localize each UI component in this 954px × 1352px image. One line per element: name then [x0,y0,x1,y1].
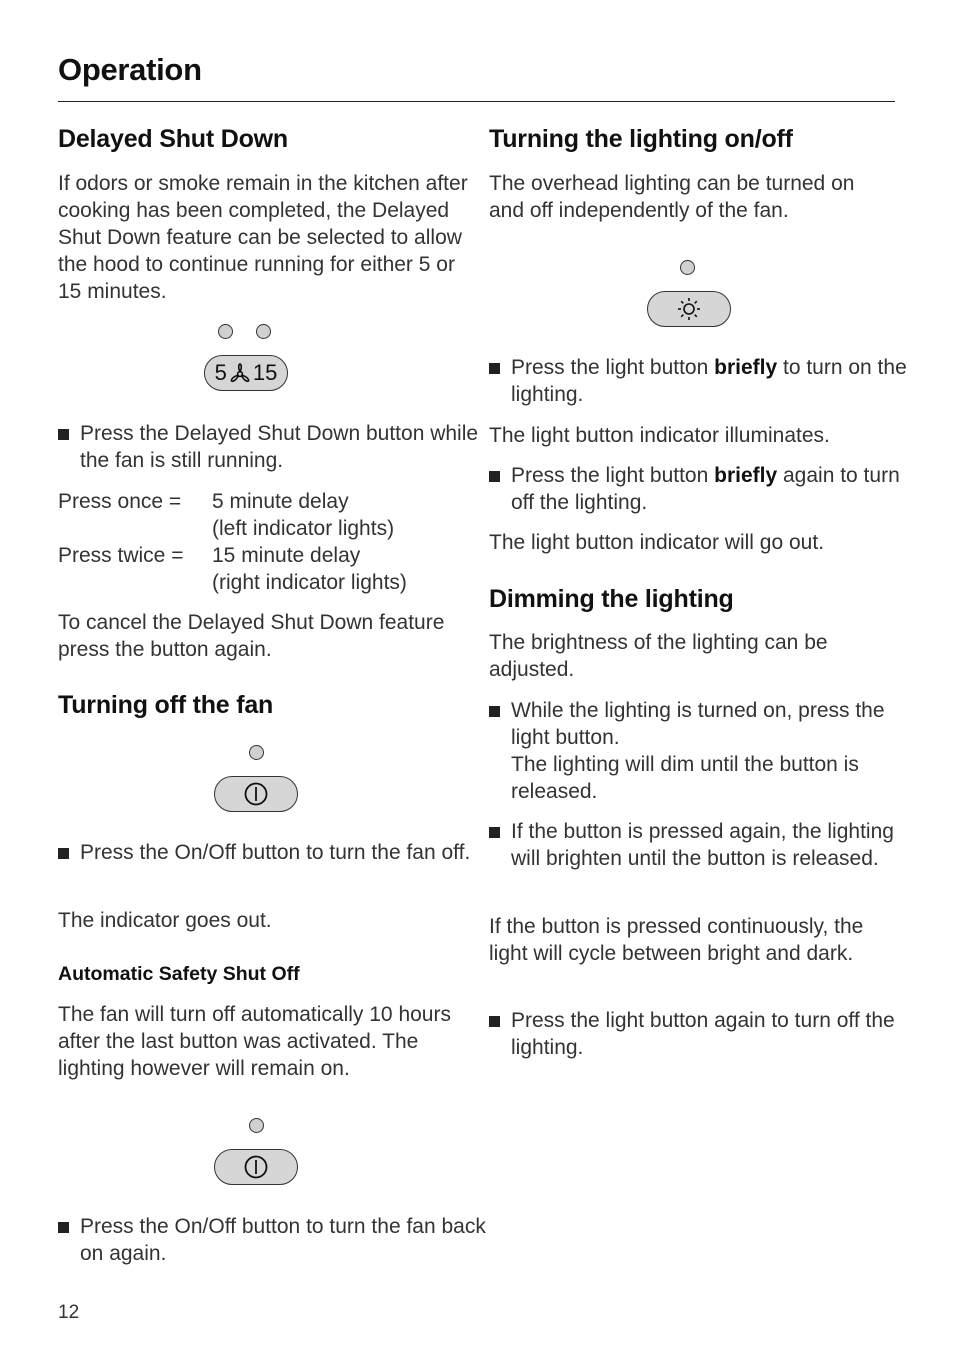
delayed-shutdown-intro: If odors or smoke remain in the kitchen after cooking has been completed, the Delayed Shut Down feature can be selected to allow the hood to continue running for either 5 or 15 minutes. [58,172,468,303]
press-twice-note: (right indicator lights) [212,571,407,594]
lighting-heading: Turning the lighting on/off [489,125,793,153]
delay-5-label: 5 [214,360,227,385]
dimming-instruction-1b: The lighting will dim until the button is released. [511,753,859,803]
dimming-heading: Dimming the lighting [489,585,734,613]
title-divider [58,101,895,102]
press-once-note: (left indicator lights) [212,517,395,540]
light-off-text-bold: briefly [714,464,778,487]
left-indicator-led [218,324,233,339]
power-icon [243,781,269,807]
dimming-instruction-3: Press the light button again to turn off the lighting. [489,1007,921,1061]
on-off-button-2[interactable] [214,1149,298,1185]
lighting-intro: The overhead lighting can be turned on and off independently of the fan. [489,172,855,222]
delay-15-label: 15 [252,360,278,385]
dimming-instruction-2: If the button is pressed again, the lighting will brighten until the button is released. [489,818,921,872]
fan-off-heading: Turning off the fan [58,691,274,719]
light-on-result: The light button indicator illuminates. [489,424,830,447]
safety-heading: Automatic Safety Shut Off [58,963,300,985]
press-twice-value: 15 minute delay [212,544,361,567]
dimming-instruction-1 [489,697,921,805]
light-off-result: The light button indicator will go out. [489,531,825,554]
safety-instruction: Press the On/Off button to turn the fan back on again. [58,1213,490,1267]
fan-off-instruction: Press the On/Off button to turn the fan off. [58,839,490,866]
press-once-label: Press once = [58,490,182,513]
fan-off-result: The indicator goes out. [58,909,272,932]
fan-indicator-led [249,745,264,760]
on-off-button[interactable] [214,776,298,812]
delayed-shutdown-button[interactable] [204,355,288,391]
dimming-intro: The brightness of the lighting can be adjusted. [489,631,828,681]
light-off-text-pre: Press the light button [511,464,715,487]
page-title: Operation [58,52,202,87]
page-number: 12 [58,1302,80,1323]
right-indicator-led [256,324,271,339]
fan-icon [228,362,252,384]
light-on-text-bold: briefly [714,356,778,379]
delayed-shutdown-instruction: Press the Delayed Shut Down button while the fan is still running. [58,420,490,474]
light-on-instruction [489,354,921,408]
press-twice-label: Press twice = [58,544,184,567]
light-off-text-post: again to turn off the lighting. [511,464,900,514]
light-on-text-pre: Press the light button [511,356,715,379]
light-on-text-post: to turn on the lighting. [511,356,907,406]
light-off-instruction [489,462,921,516]
safety-indicator-led [249,1118,264,1133]
safety-text: The fan will turn off automatically 10 hours after the last button was activated. The lighting however will remain on. [58,1003,451,1080]
light-indicator-led [680,260,695,275]
press-table [58,488,468,598]
dimming-instruction-1a: While the lighting is turned on, press the light button. [511,699,885,749]
cancel-text: To cancel the Delayed Shut Down feature press the button again. [58,611,445,661]
light-button[interactable] [647,291,731,327]
delayed-shutdown-heading: Delayed Shut Down [58,125,288,153]
power-icon [243,1154,269,1180]
continuous-text: If the button is pressed continuously, the light will cycle between bright and dark. [489,915,864,965]
light-icon [676,296,702,322]
press-once-value: 5 minute delay [212,490,349,513]
